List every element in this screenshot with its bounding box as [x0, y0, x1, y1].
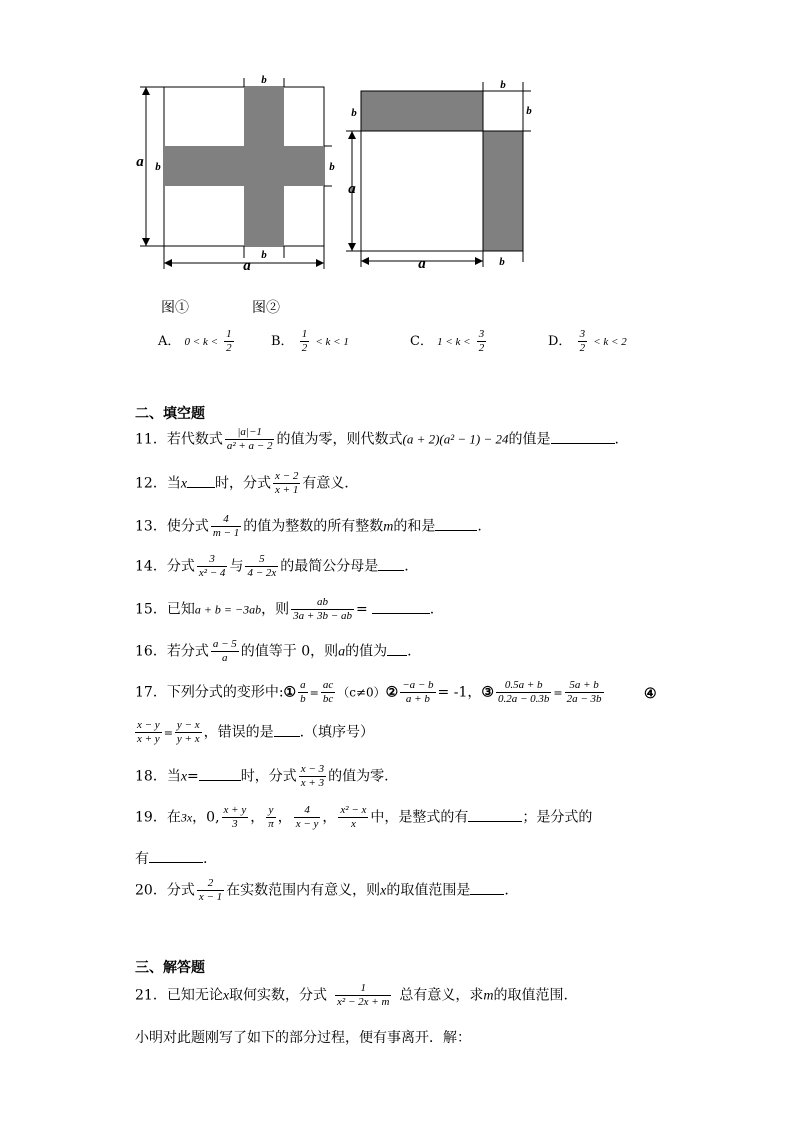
answer-blank[interactable]: [551, 431, 615, 444]
section-2-title: 二、填空题: [135, 406, 205, 422]
question-19: 19．在3x，0, $\frac{x + y}{3}$ ， $\frac{y}{\pi}$ ， $\frac{4}{x - y}$ ， $\frac{\text{x² − x}}{x}$ 中，是整式的有 ；是分式的: [135, 804, 593, 830]
option-c-lhs: 1 < k <: [437, 336, 471, 348]
question-14: 14．分式 $\frac{3}{\text{x² − 4}}$ 与 $\frac{5}{4 - 2x}$ 的最简公分母是 .: [135, 553, 409, 579]
option-c-den: 2: [478, 342, 485, 354]
question-18: 18．当x= 时，分式 $\frac{x - 3}{x + 3}$ 的值为零.: [135, 763, 389, 789]
answer-blank[interactable]: [187, 475, 215, 488]
fig1-label-a-left: a: [136, 154, 144, 170]
option-b-num: 1: [301, 328, 308, 340]
fig1-label-b-top: b: [261, 74, 267, 86]
fig1-label-b-right: b: [329, 161, 335, 173]
figure-2-right-bar: [483, 131, 523, 251]
fig2-label-a-left: a: [348, 181, 356, 197]
question-11: 11．若代数式 $\frac{|a|-1}{\text{a² + a − 2}}$ 的值为零，则代数式(a + 2)(a² − 1) − 24的值是 .: [135, 426, 619, 452]
fig2-label-b-top: b: [500, 79, 506, 91]
figure-2-caption: 图②: [252, 300, 280, 316]
answer-blank-fraction[interactable]: [149, 850, 203, 863]
option-a-den: 2: [226, 342, 232, 354]
fig1-label-b-bottom: b: [261, 249, 267, 261]
fig2-label-b-right: b: [526, 105, 532, 117]
option-b-rhs: < k < 1: [315, 336, 349, 348]
figure-2: [346, 82, 531, 267]
question-17-line-2: $\frac{x - y}{x + y}$ = $\frac{y - x}{y + x}$ ，错误的是 .（填序号）: [137, 719, 375, 745]
option-a-letter: A．: [158, 334, 181, 349]
question-16: 16．若分式 $\frac{a - 5}{a}$ 的值等于 0，则a的值为 .: [135, 638, 412, 664]
option-a: [158, 328, 236, 355]
question-13: 13．使分式 $\frac{4}{m - 1}$ 的值为整数的所有整数m的和是 .: [135, 513, 482, 539]
option-c-num: 3: [478, 328, 485, 340]
option-a-num: 1: [226, 328, 232, 340]
figures-svg: [0, 0, 794, 290]
option-d-letter: D．: [548, 334, 572, 349]
question-17-item-4-marker: ④: [644, 686, 657, 702]
fig1-label-b-left: b: [155, 161, 161, 173]
fig2-label-a-bottom: a: [418, 256, 426, 272]
answer-blank-integer[interactable]: [468, 809, 522, 822]
option-d-num: 3: [579, 328, 586, 340]
answer-blank[interactable]: [470, 882, 504, 895]
option-c: [410, 328, 488, 355]
fig2-label-b-bottom: b: [499, 256, 505, 268]
question-12: 12．当x 时，分式 $\frac{x - 2}{x + 1}$ 有意义．: [135, 470, 359, 496]
section-3-title: 三、解答题: [135, 960, 205, 976]
option-b-letter: B．: [271, 334, 294, 349]
answer-blank[interactable]: [387, 643, 407, 656]
option-d-rhs: < k < 2: [593, 336, 627, 348]
figure-1-horizontal-bar: [164, 146, 324, 186]
answer-blank[interactable]: [378, 558, 404, 571]
fig1-label-a-bottom: a: [243, 258, 251, 274]
fig2-label-b-left: b: [351, 107, 357, 119]
figure-2-top-bar: [361, 91, 483, 131]
question-17: 17．下列分式的变形中:① $\frac{a}{b}$ = $\frac{ac}{bc}$ （c≠0）② $\frac{-a - b}{a + b}$ = -1，③ $\frac{0.5a + b}{0.2a - 0.3b}$ = $\frac{5a + b}{2a - 3b}$: [135, 679, 602, 705]
answer-blank[interactable]: [372, 601, 430, 614]
question-15: 15．已知a + b = −3ab，则 $\frac{ab}{3a + 3b - ab}$ = .: [135, 596, 435, 622]
answer-blank[interactable]: [435, 518, 477, 531]
question-20: 20．分式 $\frac{2}{x - 1}$ 在实数范围内有意义，则x的取值范围是 .: [135, 877, 509, 903]
option-d-den: 2: [579, 342, 586, 354]
question-21: 21．已知无论x取何实数，分式 $\frac{1}{\text{x² − 2x + m}}$ 总有意义，求m的取值范围.: [135, 982, 568, 1008]
option-c-letter: C．: [410, 334, 433, 349]
figure-1: [140, 78, 332, 269]
answer-blank[interactable]: [274, 724, 300, 737]
option-d: [548, 328, 627, 355]
option-a-lhs: 0 < k <: [184, 336, 219, 348]
question-21-note: 小明对此题刚写了如下的部分过程，便有事离开．解：: [135, 1030, 471, 1046]
option-b-den: 2: [301, 342, 308, 354]
figure-1-caption: 图①: [161, 300, 189, 316]
question-19-line-2: 有 .: [135, 851, 208, 867]
answer-blank[interactable]: [199, 768, 241, 781]
option-b: [271, 328, 349, 355]
